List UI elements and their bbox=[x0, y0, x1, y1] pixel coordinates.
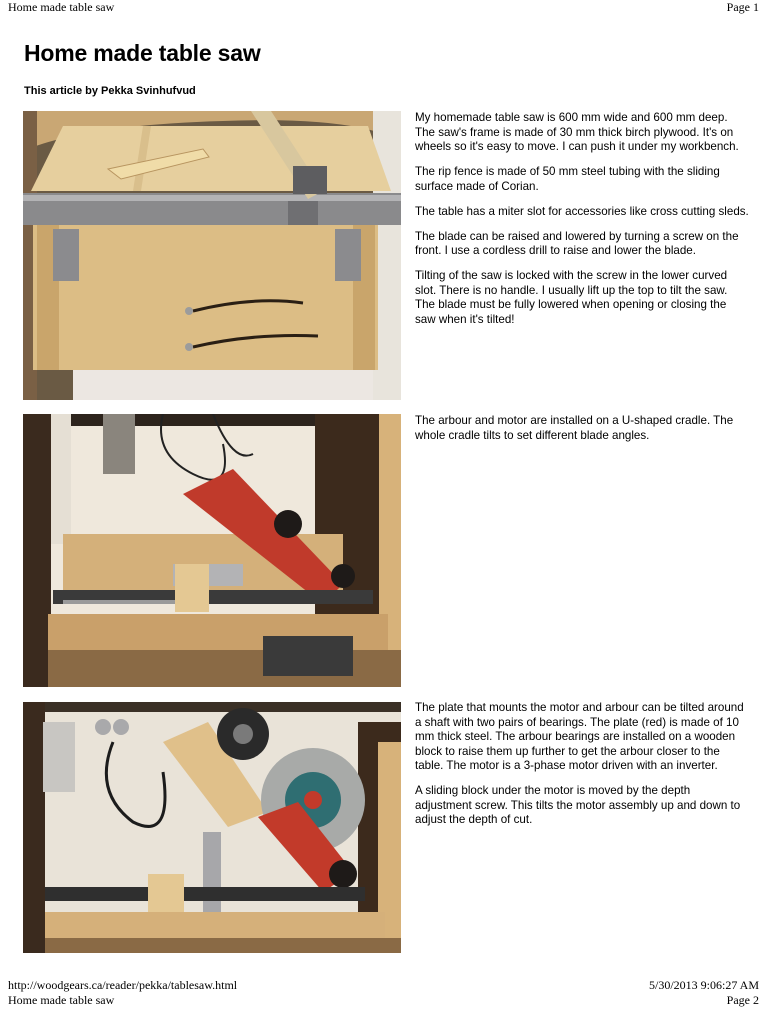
paragraph: My homemade table saw is 600 mm wide and 600 mm deep. The saw's frame is made of 30 mm thick birch plywood. It's on wheels so it's easy to move. I can push it under my workbench. bbox=[415, 111, 739, 153]
paragraph: Tilting of the saw is locked with the screw in the lower curved slot. There is no handle. I usually lift up the top to tilt the saw. The blade must be fully lowered when opening or closing the saw when it's tilted! bbox=[415, 269, 728, 326]
table-saw-front-photo bbox=[23, 111, 401, 400]
paragraph: The rip fence is made of 50 mm steel tubing with the sliding surface made of Corian. bbox=[415, 165, 720, 193]
paragraph: A sliding block under the motor is moved by the depth adjustment screw. This tilts the motor assembly up and down to adjust the depth of cut. bbox=[415, 784, 741, 826]
source-url: http://woodgears.ca/reader/pekka/tablesaw.html bbox=[8, 978, 238, 992]
cradle-photo bbox=[23, 414, 401, 687]
paragraph: The arbour and motor are installed on a U-shaped cradle. The whole cradle tilts to set different blade angles. bbox=[415, 414, 734, 442]
paragraph: The table has a miter slot for accessories like cross cutting sleds. bbox=[415, 204, 749, 218]
section-motor-description bbox=[415, 701, 750, 838]
paragraph: The blade can be raised and lowered by turning a screw on the front. I use a cordless drill to raise and lower the blade. bbox=[415, 229, 739, 257]
next-page-number: Page 2 bbox=[726, 993, 759, 1007]
print-header bbox=[8, 0, 759, 15]
next-page-header bbox=[8, 993, 759, 1008]
section-cradle-description bbox=[415, 414, 750, 454]
print-footer bbox=[8, 978, 759, 993]
motor-arbour-photo bbox=[23, 702, 401, 953]
next-page-title: Home made table saw bbox=[8, 993, 115, 1007]
paragraph: The plate that mounts the motor and arbour can be tilted around a shaft with two pairs of bearings. The plate (red) is made of 10 mm thick steel. The arbour bearings are installed on a wooden block to raise them up further to get the arbour closer to the table. The motor is a 3-phase motor driven with an inverter. bbox=[415, 701, 744, 772]
section-frame-description bbox=[415, 111, 750, 338]
print-header-title: Home made table saw bbox=[8, 0, 115, 14]
print-timestamp: 5/30/2013 9:06:27 AM bbox=[648, 978, 759, 992]
article-byline: This article by Pekka Svinhufvud bbox=[24, 85, 196, 97]
print-header-page: Page 1 bbox=[726, 0, 759, 14]
article-title: Home made table saw bbox=[24, 40, 261, 66]
